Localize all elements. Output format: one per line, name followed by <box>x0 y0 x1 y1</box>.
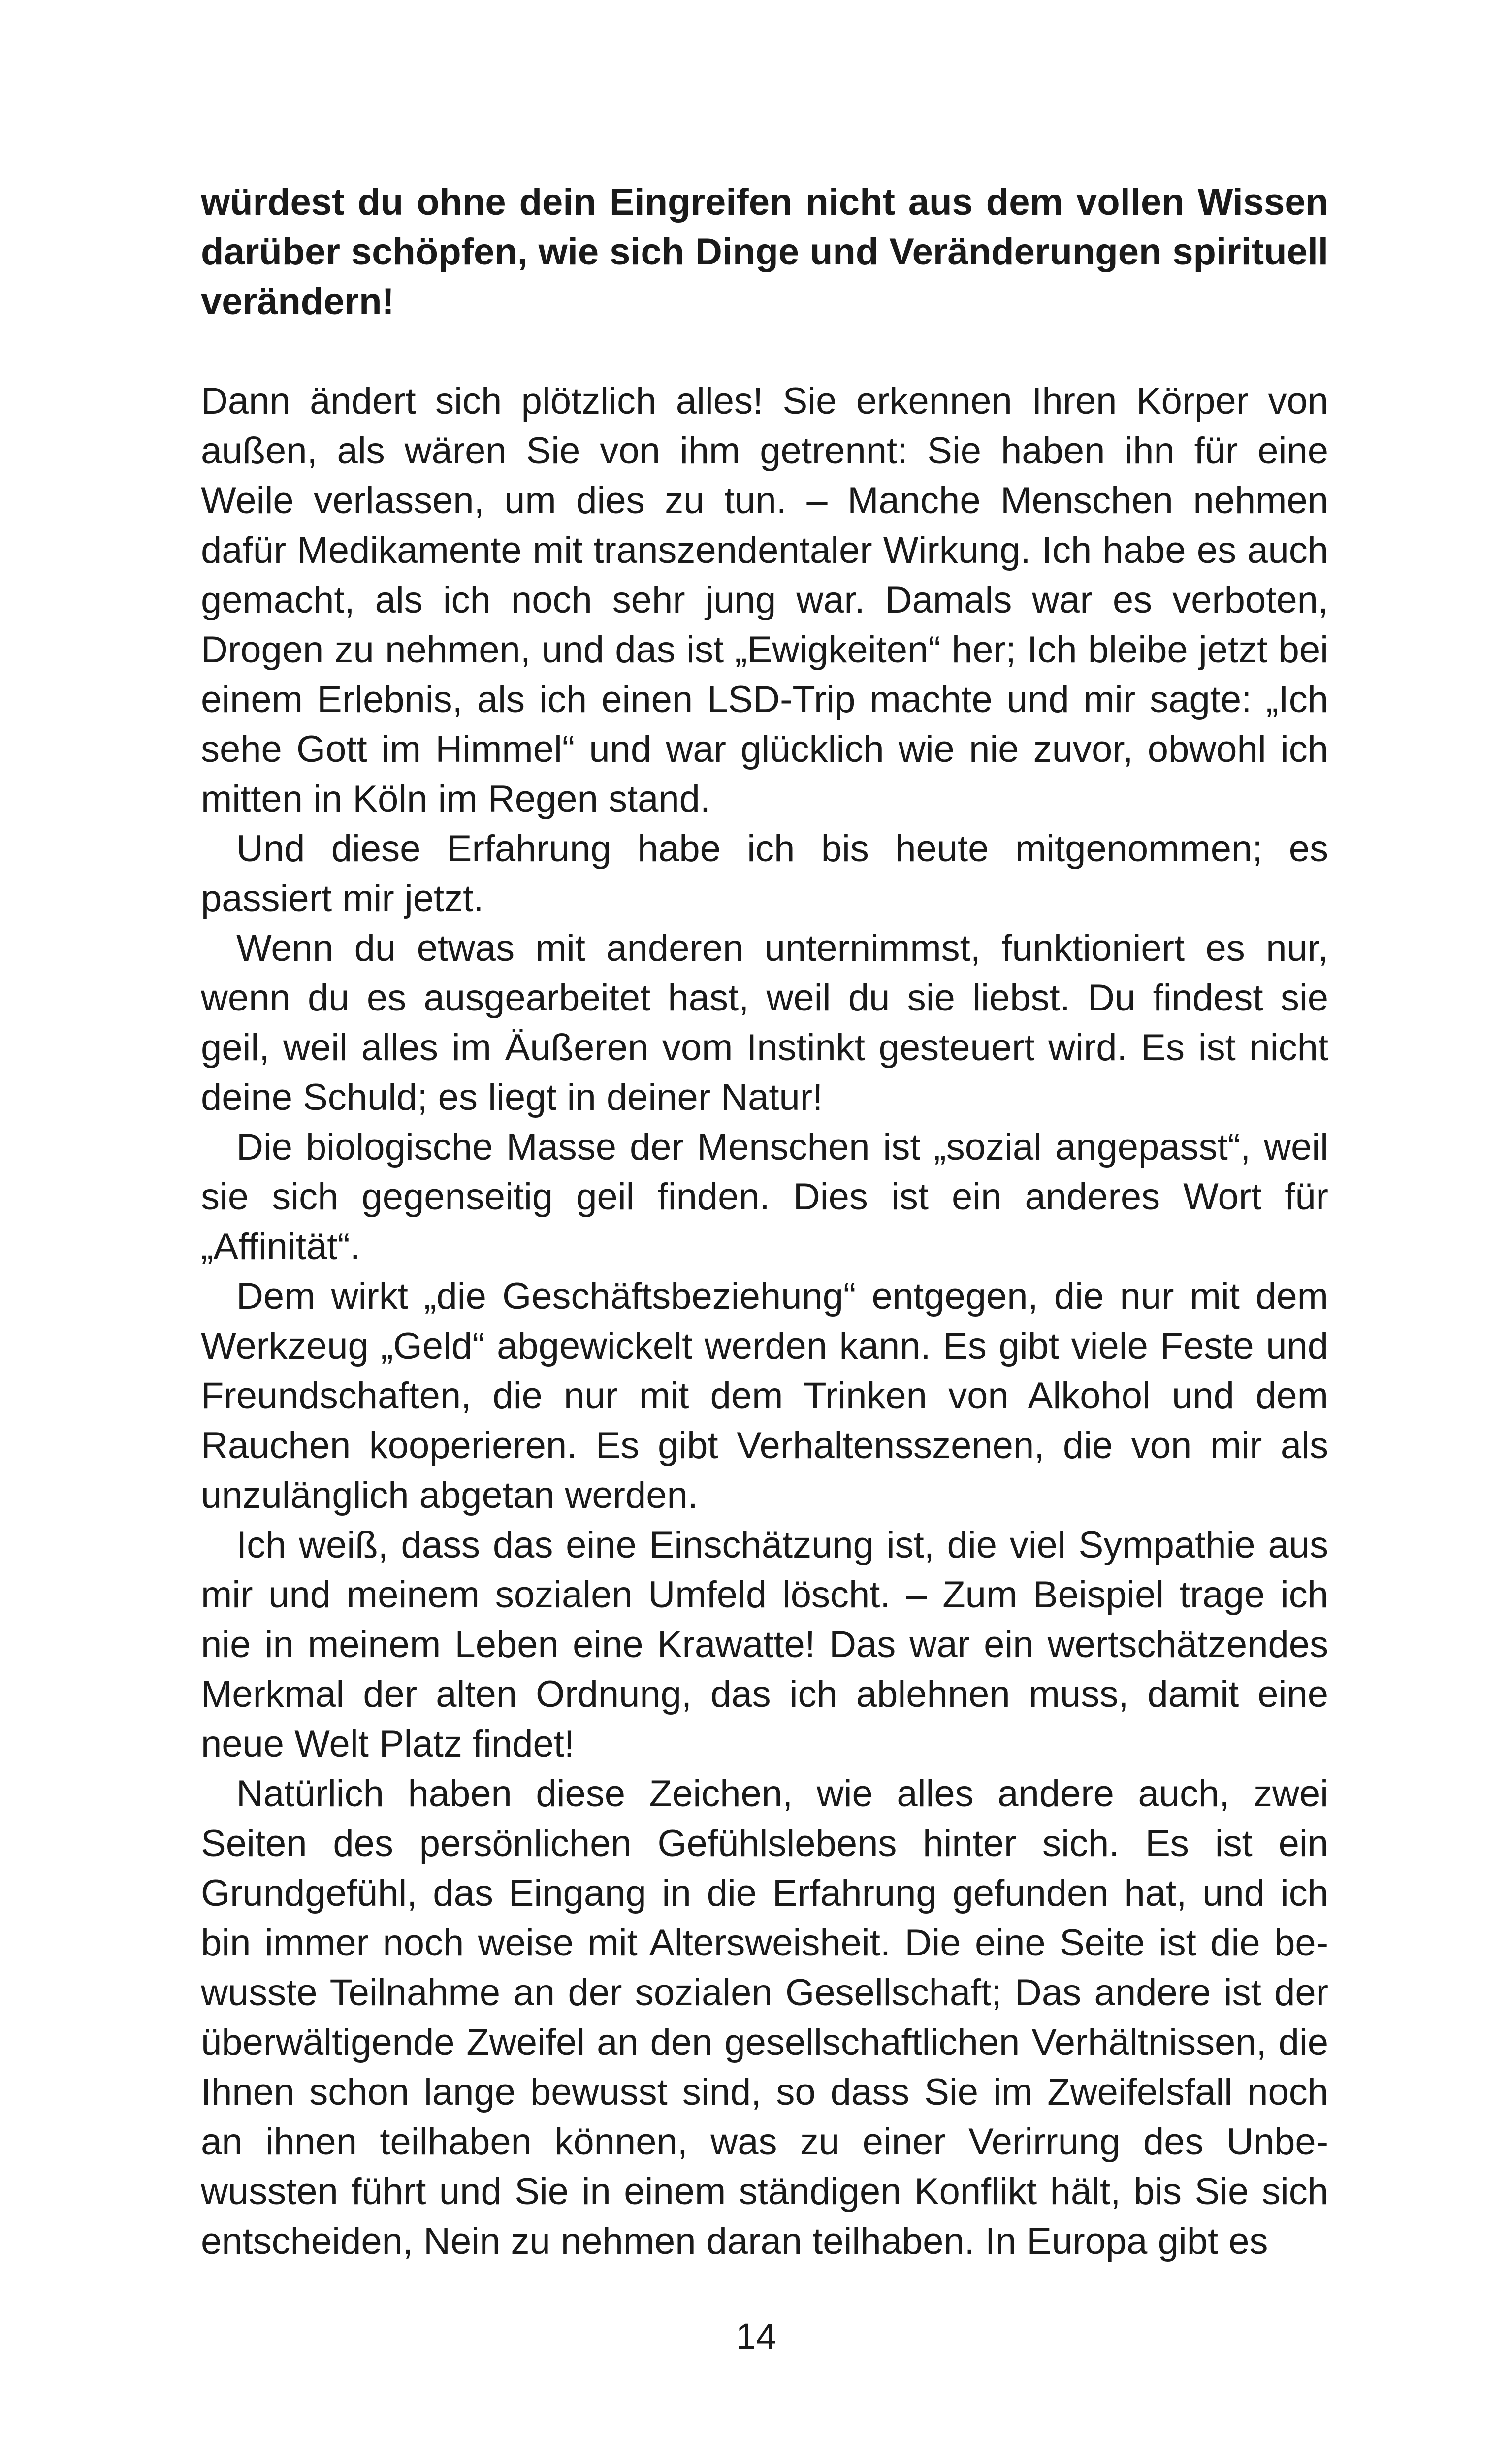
paragraph: Natürlich haben diese Zeichen, wie alles andere auch, zwei Seiten des persönlichen Gefühlslebens hinter sich. Es ist ein Grundgefühl, das Eingang in die Erfahrung gefunden hat, und ich bin immer noch weise mit Altersweisheit. Die eine Seite ist die bewusste Teilnahme an der sozialen Gesellschaft; Das andere ist der überwältigende Zweifel an den gesellschaftlichen Verhältnissen, die Ihnen schon lange bewusst sind, so dass Sie im Zweifelsfall noch an ihnen teilhaben können, was zu einer Verirrung des Unbewussten führt und Sie in einem ständigen Konflikt hält, bis Sie sich entscheiden, Nein zu nehmen daran teilhaben. In Europa gibt es <box>201 1773 1328 2262</box>
paragraph: Dann ändert sich plötzlich alles! Sie erkennen Ihren Körper von außen, als wären Sie von ihm getrennt: Sie haben ihn für eine Weile verlassen, um dies zu tun. – Manche Menschen nehmen dafür Medikamente mit transzendentaler Wirkung. Ich habe es auch gemacht, als ich noch sehr jung war. Damals war es verboten, Drogen zu nehmen, und das ist „Ewigkeiten“ her; Ich bleibe jetzt bei einem Erlebnis, als ich einen LSD-Trip machte und mir sagte: „Ich sehe Gott im Himmel“ und war glücklich wie nie zuvor, obwohl ich mitten in Köln im Regen stand. <box>201 380 1328 820</box>
paragraph: Die biologische Masse der Menschen ist „sozial angepasst“, weil sie sich gegenseitig geil finden. Dies ist ein anderes Wort für „Affinität“. <box>201 1126 1328 1268</box>
paragraph: Dem wirkt „die Geschäftsbeziehung“ entgegen, die nur mit dem Werkzeug „Geld“ abgewickelt werden kann. Es gibt viele Feste und Freundschaften, die nur mit dem Trinken von Alkohol und dem Rauchen kooperieren. Es gibt Verhaltensszenen, die von mir als unzulänglich abgetan werden. <box>201 1275 1328 1516</box>
page-number: 14 <box>736 2316 776 2357</box>
page-body <box>201 177 1328 2266</box>
paragraph: Und diese Erfahrung habe ich bis heute mitgenommen; es passiert mir jetzt. <box>201 828 1328 919</box>
paragraph: Ich weiß, dass das eine Einschätzung ist, die viel Sympathie aus mir und meinem sozialen Umfeld löscht. – Zum Beispiel trage ich nie in meinem Leben eine Krawatte! Das war ein wertschätzendes Merkmal der alten Ordnung, das ich ablehnen muss, damit eine neue Welt Platz findet! <box>201 1524 1328 1765</box>
paragraph: Wenn du etwas mit anderen unternimmst, funktioniert es nur, wenn du es ausgearbeitet hast, weil du sie liebst. Du findest sie geil, weil alles im Äußeren vom Instinkt gesteuert wird. Es ist nicht deine Schuld; es liegt in deiner Natur! <box>201 927 1328 1118</box>
bold-paragraph: würdest du ohne dein Eingreifen nicht aus dem vollen Wissen darüber schöpfen, wie sich Dinge und Veränderungen spirituell verändern! <box>201 181 1328 323</box>
